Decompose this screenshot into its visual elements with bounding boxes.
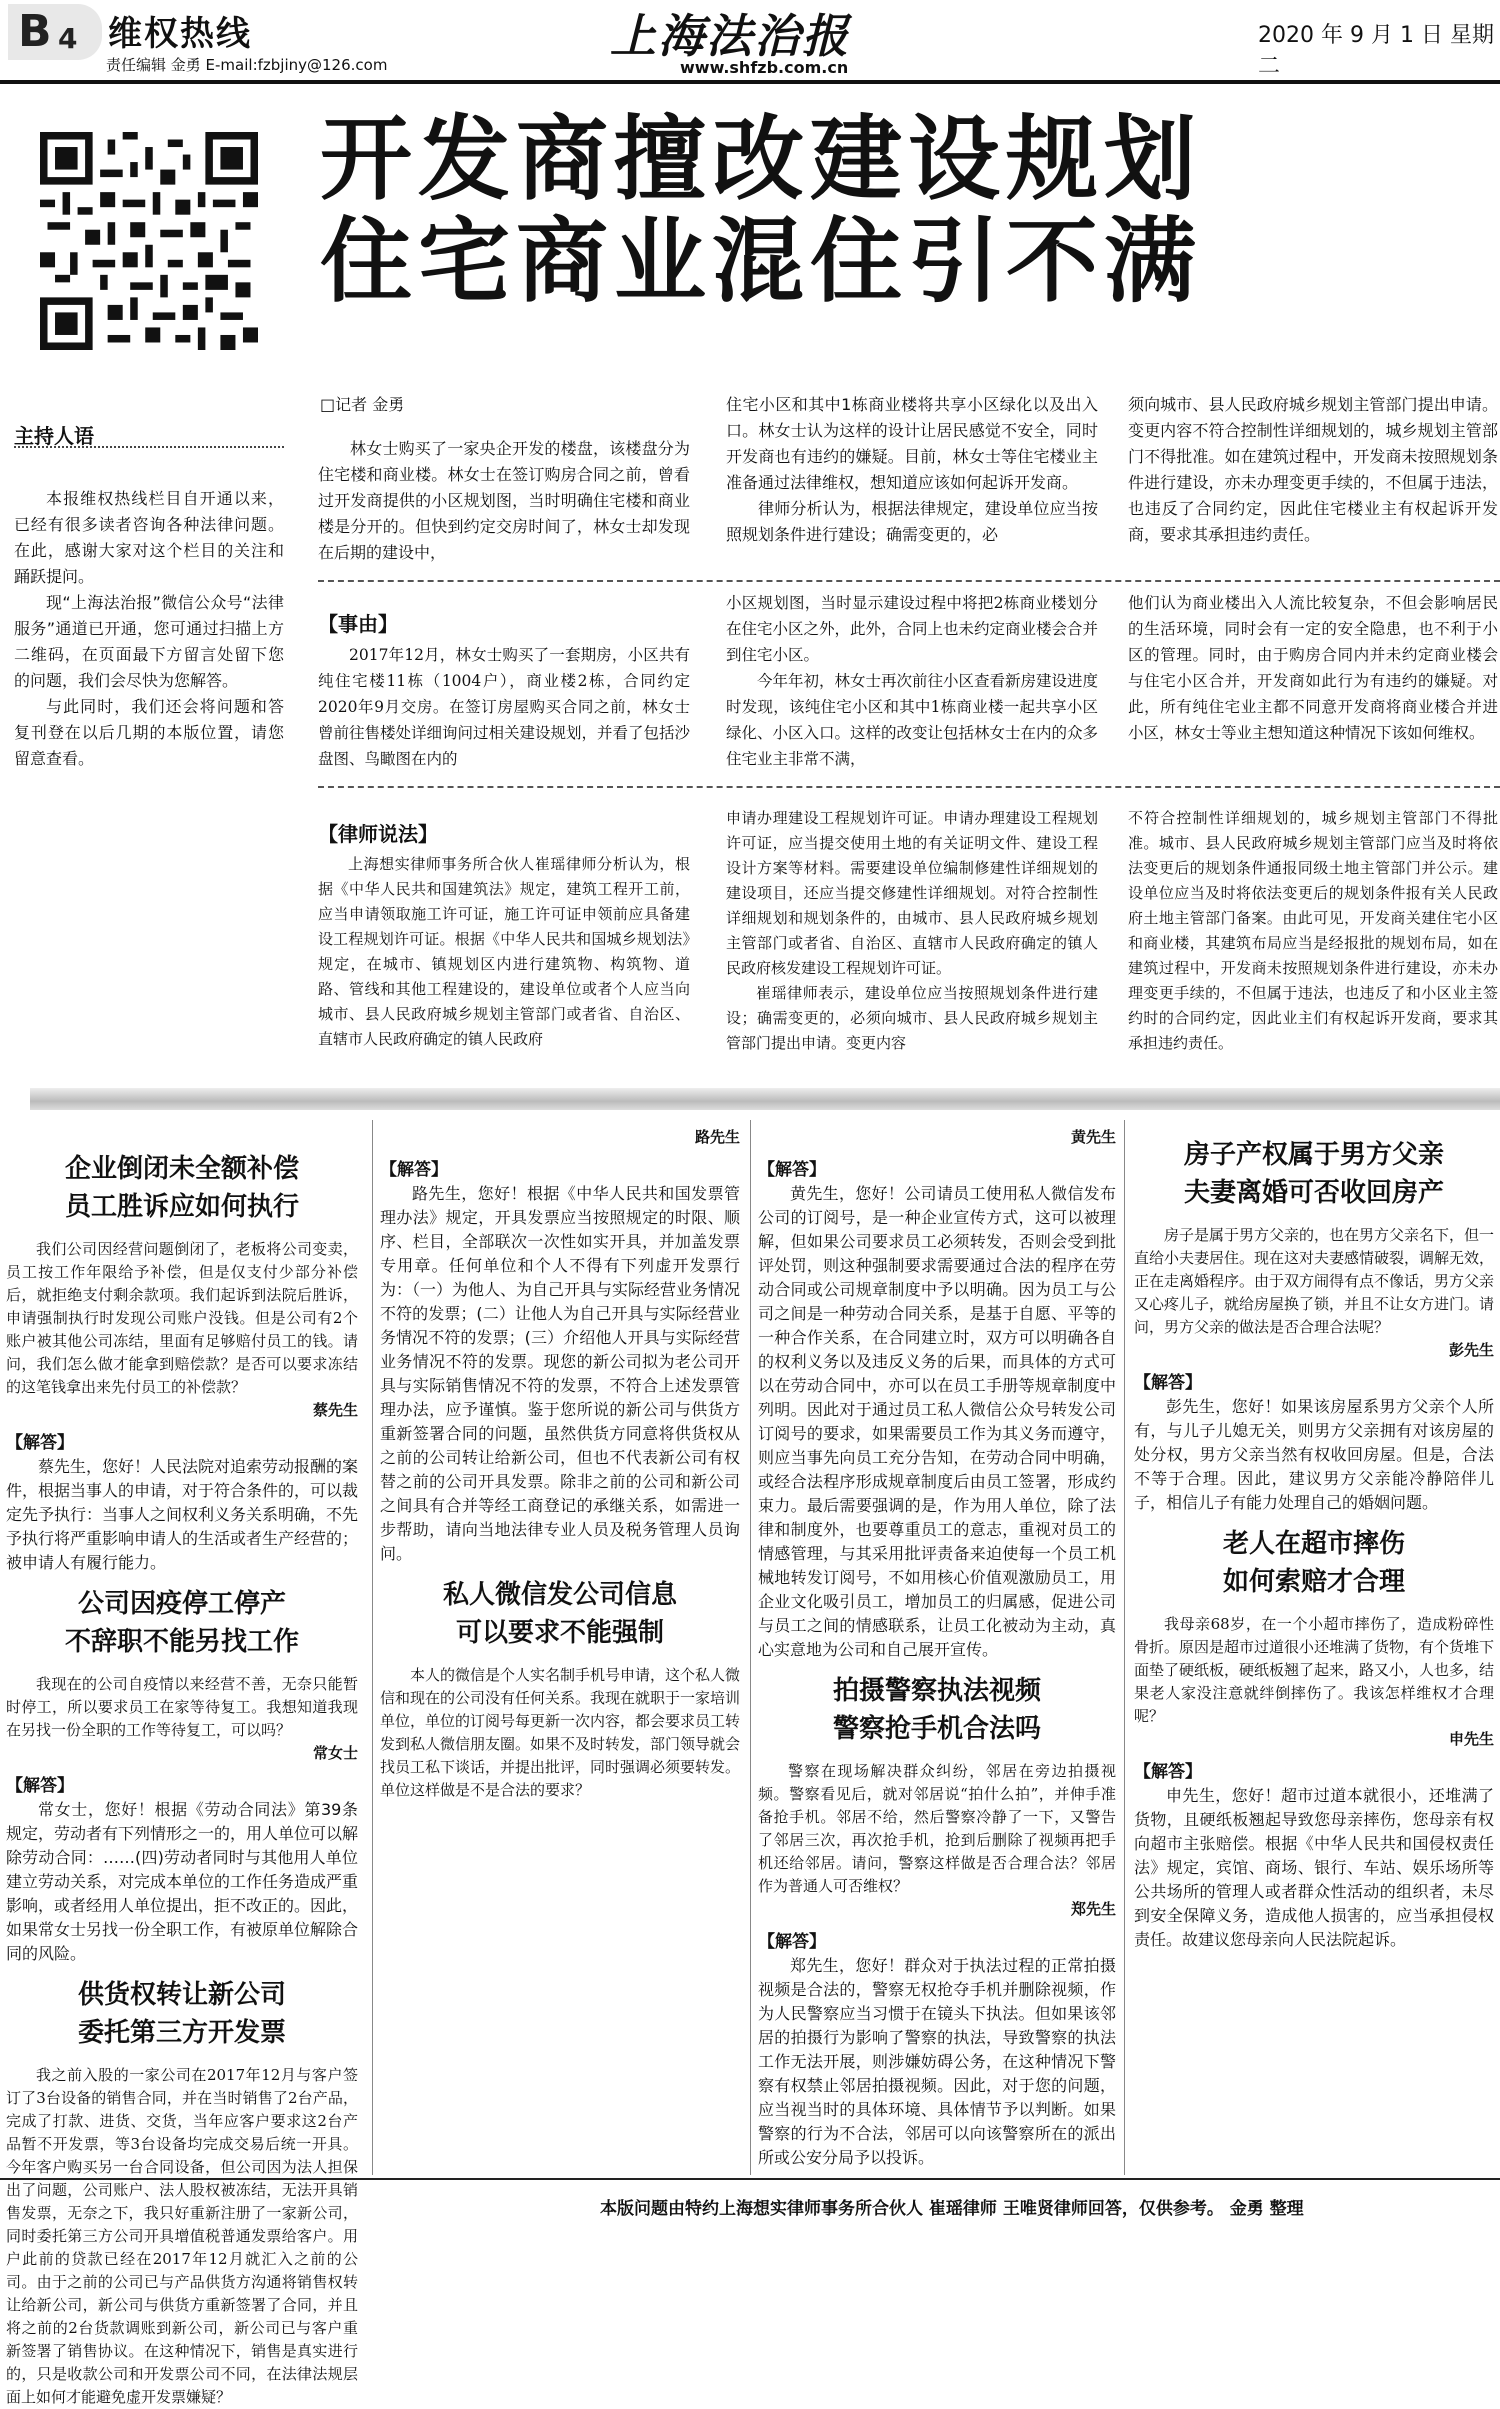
q6-title-line-2: 夫妻离婚可否收回房产	[1183, 1178, 1444, 1208]
q7-question: 我母亲68岁，在一个小超市摔伤了，造成粉碎性骨折。原因是超市过道很小还堆满了货物，有个货堆下面垫了硬纸板，硬纸板翘了起来，路又小，人也多，结果老人家没注意就绊倒摔伤了。我该怎样维权才合理呢？	[1134, 1615, 1495, 1725]
column-name: 维权热线	[108, 14, 252, 54]
q3-signature: 路先生	[694, 1128, 740, 1146]
q3-title-line-2: 委托第三方开发票	[77, 2018, 286, 2048]
page-number-badge	[8, 4, 102, 60]
headline-line-1: 开发商擅改建设规划	[320, 106, 1203, 213]
column-rule	[1124, 1120, 1125, 2175]
answer-tag: 【解答】	[1134, 1762, 1202, 1782]
q5-question: 警察在现场解决群众纠纷，邻居在旁边拍摄视频。警察看见后，就对邻居说“拍什么拍”，并伸手准备抢手机。邻居不给，然后警察冷静了一下，又警告了邻居三次，再次抢手机，抢到后删除了视频再把手机还给邻居。请问，警察这样做是否合理合法？邻居作为普通人可否维权？	[758, 1762, 1116, 1895]
q6-title-line-1: 房子产权属于男方父亲	[1183, 1140, 1444, 1170]
host-para-2: 现“上海法治报”微信公众号“法律服务”通道已开通，您可通过扫描上方二维码，在页面最下方留言处留下您的问题，我们会尽快为您解答。	[14, 593, 284, 690]
q4-signature: 黄先生	[1070, 1128, 1116, 1146]
section-title-lawyer: 【律师说法】	[318, 822, 438, 846]
q1-signature: 蔡先生	[312, 1401, 358, 1419]
cause-col-2	[726, 590, 1098, 780]
lead-text-2: 住宅小区和其中1栋商业楼将共享小区绿化以及出入口。林女士认为这样的设计让居民感觉不安全，同时开发商也有违约的嫌疑。目前，林女士等住宅楼业主准备通过法律维权，想知道应该如何起诉开发商。	[726, 395, 1098, 492]
cause-col-1	[318, 642, 690, 772]
qa-column-2	[380, 1126, 740, 2176]
column-rule	[372, 1120, 373, 2175]
q4-title-line-2: 可以要求不能强制	[455, 1618, 664, 1648]
q6-signature: 彭先生	[1448, 1341, 1494, 1359]
answer-tag: 【解答】	[380, 1160, 448, 1180]
page-number: 4	[58, 22, 78, 55]
cause-text-2b: 今年年初，林女士再次前往小区查看新房建设进度时发现，该纯住宅小区和其中1栋商业楼一起共享小区绿化、小区入口。这样的改变让包括林女士在内的众多住宅业主非常不满，	[726, 672, 1099, 768]
answer-tag: 【解答】	[758, 1932, 826, 1952]
separator-band	[30, 1088, 1500, 1110]
page-letter: B	[18, 6, 52, 57]
qa-column-4	[1134, 1126, 1494, 2176]
lawyer-text-2b: 崔瑶律师表示，建设单位应当按照规划条件进行建设；确需变更的，必须向城市、县人民政府城乡规划主管部门提出申请。变更内容	[726, 984, 1098, 1052]
q3-title	[6, 1976, 358, 2052]
cause-col-3	[1128, 590, 1498, 780]
q5-signature: 郑先生	[1070, 1900, 1116, 1918]
issue-date: 2020 年 9 月 1 日 星期二	[1258, 23, 1494, 79]
section-divider-2	[318, 786, 1500, 788]
section-title-cause: 【事由】	[318, 612, 398, 636]
q2-title-line-2: 不辞职不能另找工作	[64, 1627, 299, 1657]
website-url[interactable]: www.shfzb.com.cn	[680, 58, 849, 77]
host-divider	[14, 446, 284, 448]
answer-tag: 【解答】	[6, 1433, 74, 1453]
masthead-logo: 上海法治报	[610, 9, 850, 63]
answer-tag: 【解答】	[1134, 1373, 1202, 1393]
q7-answer: 申先生，您好！超市过道本就很小，还堆满了货物，且硬纸板翘起导致您母亲摔伤，您母亲有权向超市主张赔偿。根据《中华人民共和国侵权责任法》规定，宾馆、商场、银行、车站、娱乐场所等公共场所的管理人或者群众性活动的组织者，未尽到安全保障义务，造成他人损害的，应当承担侵权责任。故建议您母亲向人民法院起诉。	[1134, 1786, 1494, 1949]
q2-title-line-1: 公司因疫停工停产	[77, 1589, 286, 1619]
q7-signature: 申先生	[1448, 1730, 1494, 1748]
q3-answer: 路先生，您好！根据《中华人民共和国发票管理办法》规定，开具发票应当按照规定的时限、顺序、栏目，全部联次一次性如实开具，并加盖发票专用章。任何单位和个人不得有下列虚开发票行为：（一）为他人、为自己开具与实际经营业务情况不符的发票；(二）让他人为自己开具与实际经营业务情况不符的发票；(三）介绍他人开具与实际经营业务情况不符的发票。现您的新公司拟为老公司开具与实际销售情况不符的发票，不符合上述发票管理办法，应予谨慎。鉴于您所说的新公司与供货方重新签署合同的问题，虽然供货方同意将供货权从之前的公司转让给新公司，但也不代表新公司有权替之前的公司开具发票。除非之前的公司和新公司之间具有合并等经工商登记的承继关系，如需进一步帮助，请向当地法律专业人员及税务管理人员询问。	[380, 1184, 741, 1563]
footer-credit: 本版问题由特约上海想实律师事务所合伙人 崔瑶律师 王唯贤律师回答，仅供参考。 金勇 整理	[600, 2199, 1304, 2219]
q6-title	[1134, 1136, 1494, 1212]
lead-col-1	[318, 436, 690, 566]
qr-code-icon[interactable]	[40, 132, 258, 350]
qa-column-1	[6, 1140, 359, 2406]
q3-question-start: 我之前入股的一家公司在2017年12月与客户签订了3台设备的销售合同，并在当时销售了2台产品，完成了打款、进货、交货，当年应客户要求这2台产品暂不开发票，等3台设备均完成交易后统一开具。今年客户购买另一台合同设备，但公司因为法人担保出了问题，公司账户、法人股权被冻结，无法开具销售发票，无奈之下，我只好重新注册了一家新公司，同时委托第三方公司开具增值税普通发票给客户。用户此前的贷款已经在2017年12月就汇入之前的公司。由于之前的公司已与产品供货方沟通将销售权转让给新公司，新公司与供货方重新签署了合同，并且将之前的2台货款调账到新公司，新公司已与客户重新签署了销售协议。在这种情况下，销售是真实进行的，只是收款公司和开发票公司不同，在法律法规层面上如何才能避免虚开发票嫌疑？	[6, 2066, 358, 2406]
lawyer-col-3	[1128, 806, 1498, 1060]
qa-column-3	[758, 1126, 1116, 2176]
q4-answer: 黄先生，您好！公司请员工使用私人微信发布公司的订阅号，是一种企业宣传方式，这可以被理解，但如果公司要求员工必须转发，否则会受到批评处罚，则这种强制要求需要通过合法的程序在劳动合同或公司规章制度中予以明确。因为员工与公司之间是一种劳动合同关系，是基于自愿、平等的一种合作关系，在合同建立时，双方可以明确各自的权利义务以及违反义务的后果，而具体的方式可以在劳动合同中，亦可以在员工手册等规章制度中列明。因此对于通过员工私人微信公众号转发公司订阅号的要求，如果需要员工作为其义务而遵守，则应当事先向员工充分告知，在劳动合同中明确，或经合法程序形成规章制度后由员工签署，形成约束力。最后需要强调的是，作为用人单位，除了法律和制度外，也要尊重员工的意志，重视对员工的情感管理，与其采用批评责备来迫使每一个员工机械地转发订阅号，不如用核心价值观激励员工，用企业文化吸引员工，增加员工的归属感，促进公司与员工之间的情感联系，让员工化被动为主动，真心实意地为公司和自己展开宣传。	[758, 1184, 1116, 1659]
lead-col-2	[726, 392, 1098, 572]
column-rule	[750, 1120, 751, 2175]
host-para-3: 与此同时，我们还会将问题和答复刊登在以后几期的本版位置，请您留意查看。	[14, 697, 284, 768]
q3-title-line-1: 供货权转让新公司	[77, 1980, 286, 2010]
q5-title-line-1: 拍摄警察执法视频	[832, 1676, 1041, 1706]
lawyer-col-2	[726, 806, 1098, 1060]
cause-text-2: 小区规划图，当时显示建设过程中将把2栋商业楼划分在住宅小区之外，此外，合同上也未约定商业楼会合并到住宅小区。	[726, 594, 1099, 664]
q6-question: 房子是属于男方父亲的，也在男方父亲名下，但一直给小夫妻居住。现在这对夫妻感情破裂，调解无效，正在走离婚程序。由于双方闹得有点不像话，男方父亲又心疼儿子，就给房屋换了锁，并且不让女方进门。请问，男方父亲的做法是否合理合法呢？	[1134, 1226, 1495, 1336]
lead-text-3: 须向城市、县人民政府城乡规划主管部门提出申请。变更内容不符合控制性详细规划的，城乡规划主管部门不得批准。如在建筑过程中，开发商未按照规划条件进行建设，亦未办理变更手续的，不但属于违法，也违反了合同约定，因此住宅楼业主有权起诉开发商，要求其承担违约责任。	[1128, 395, 1498, 544]
q5-answer-start: 郑先生，您好！群众对于执法过程的正常拍摄视频是合法的，警察无权抢夺手机并删除视频，作为人民警察应当习惯于在镜头下执法。但如果该邻居的拍摄行为影响了警察的执法，导致警察的执法工作无法开展，则涉嫌妨碍公务，在这种情况下警察有权禁止邻居拍摄视频。因此，对于您的问题，应当视当时的具体环境、具体情节予以判断。如果警察的行为不合法，邻居可以向该警察所在的派出所或公安分局予以投诉。	[758, 1956, 1116, 2167]
lawyer-text-2: 申请办理建设工程规划许可证。申请办理建设工程规划许可证，应当提交使用土地的有关证明文件、建设工程设计方案等材料。需要建设单位编制修建性详细规划的建设项目，还应当提交修建性详细规划。对符合控制性详细规划和规划条件的，由城市、县人民政府城乡规划主管部门或者省、自治区、直辖市人民政府确定的镇人民政府核发建设工程规划许可证。	[726, 809, 1098, 977]
answer-tag: 【解答】	[6, 1776, 74, 1796]
lawyer-col-1	[318, 852, 690, 1058]
lead-text-1: 林女士购买了一家央企开发的楼盘，该楼盘分为住宅楼和商业楼。林女士在签订购房合同之前，曾看过开发商提供的小区规划图，当时明确住宅楼和商业楼是分开的。但快到约定交房时间了，林女士却发现在后期的建设中，	[318, 439, 690, 562]
header-rule	[0, 80, 1500, 84]
lead-col-3	[1128, 392, 1498, 572]
headline-line-2: 住宅商业混住引不满	[320, 208, 1203, 315]
q1-question: 我们公司因经营问题倒闭了，老板将公司变卖，员工按工作年限给予补偿，但是仅支付少部分补偿后，就拒绝支付剩余款项。我们起诉到法院后胜诉，申请强制执行时发现公司账户没钱。但是公司有2个账户被其他公司冻结，里面有足够赔付员工的钱。请问，我们怎么做才能拿到赔偿款？是否可以要求冻结的这笔钱拿出来先付员工的补偿款？	[6, 1240, 358, 1396]
cause-text-3: 他们认为商业楼出入人流比较复杂，不但会影响居民的生活环境，同时会有一定的安全隐患，也不利于小区的管理。同时，由于购房合同内并未约定商业楼会与住宅小区合并，开发商如此行为有违约的嫌疑。对此，所有纯住宅业主都不同意开发商将商业楼合并进小区，林女士等业主想知道这种情况下该如何维权。	[1128, 594, 1498, 742]
q6-answer: 彭先生，您好！如果该房屋系男方父亲个人所有，与儿子儿媳无关，则男方父亲拥有对该房屋的处分权，男方父亲当然有权收回房屋。但是，合法不等于合理。因此，建议男方父亲能冷静陪伴儿子，相信儿子有能力处理自己的婚姻问题。	[1134, 1397, 1494, 1512]
q1-title-line-1: 企业倒闭未全额补偿	[64, 1154, 299, 1184]
lawyer-text-1: 上海想实律师事务所合伙人崔瑶律师分析认为，根据《中华人民共和国建筑法》规定，建筑工程开工前，应当申请领取施工许可证，施工许可证申领前应具备建设工程规划许可证。根据《中华人民共和国城乡规划法》规定，在城市、镇规划区内进行建筑物、构筑物、道路、管线和其他工程建设的，建设单位或者个人应当向城市、县人民政府城乡规划主管部门或者省、自治区、直辖市人民政府确定的镇人民政府	[318, 855, 690, 1048]
cause-text-1: 2017年12月，林女士购买了一套期房，小区共有纯住宅楼11栋（1004户），商业楼2栋，合同约定2020年9月交房。在签订房屋购买合同之前，林女士曾前往售楼处详细询问过相关建设规划，并看了包括沙盘图、鸟瞰图在内的	[318, 646, 691, 768]
host-para-1: 本报维权热线栏目自开通以来，已经有很多读者咨询各种法律问题。在此，感谢大家对这个栏目的关注和踊跃提问。	[14, 489, 284, 586]
q7-title-line-1: 老人在超市摔伤	[1222, 1529, 1405, 1559]
q7-title-line-2: 如何索赔才合理	[1222, 1567, 1405, 1597]
q4-title-line-1: 私人微信发公司信息	[442, 1580, 677, 1610]
host-column-body	[14, 486, 284, 786]
q7-title	[1134, 1525, 1494, 1601]
answer-tag: 【解答】	[758, 1160, 826, 1180]
section-divider-1	[318, 580, 1500, 582]
page-footer	[0, 2178, 1500, 2231]
reporter-byline: □记者 金勇	[320, 395, 405, 414]
q4-title	[380, 1576, 740, 1652]
editor-info: 责任编辑 金勇 E-mail:fzbjiny@126.com	[106, 56, 388, 74]
q5-title	[758, 1672, 1116, 1748]
q2-signature: 常女士	[312, 1744, 358, 1762]
q1-title-line-2: 员工胜诉应如何执行	[64, 1192, 299, 1222]
q4-question-start: 本人的微信是个人实名制手机号申请，这个私人微信和现在的公司没有任何关系。我现在就职于一家培训单位，单位的订阅号每更新一次内容，都会要求员工转发到私人微信朋友圈。如果不及时转发，部门领导就会找员工私下谈话，并提出批评，同时强调必须要转发。单位这样做是不是合法的要求？	[380, 1666, 741, 1799]
q2-question: 我现在的公司自疫情以来经营不善，无奈只能暂时停工，所以要求员工在家等待复工。我想知道我现在另找一份全职的工作等待复工，可以吗？	[6, 1675, 358, 1739]
lead-text-2b: 律师分析认为，根据法律规定，建设单位应当按照规划条件进行建设；确需变更的，必	[726, 499, 1098, 544]
q1-answer: 蔡先生，您好！人民法院对追索劳动报酬的案件，根据当事人的申请，对于符合条件的，可以裁定先予执行：当事人之间权利义务关系明确，不先予执行将严重影响申请人的生活或者生产经营的；被申请人有履行能力。	[6, 1457, 359, 1572]
q2-answer: 常女士，您好！根据《劳动合同法》第39条规定，劳动者有下列情形之一的，用人单位可以解除劳动合同：……(四)劳动者同时与其他用人单位建立劳动关系，对完成本单位的工作任务造成严重影响，或者经用人单位提出，拒不改正的。因此，如果常女士另找一份全职工作，有被原单位解除合同的风险。	[6, 1800, 359, 1963]
q1-title	[6, 1150, 358, 1226]
q2-title	[6, 1585, 358, 1661]
lawyer-text-3: 不符合控制性详细规划的，城乡规划主管部门不得批准。城市、县人民政府城乡规划主管部门应当及时将依法变更后的规划条件通报同级土地主管部门并公示。建设单位应当及时将依法变更后的规划条件报有关人民政府土地主管部门备案。由此可见，开发商关建住宅小区和商业楼，其建筑布局应当是经报批的规划布局，如在建筑过程中，开发商未按照规划条件进行建设，亦未办理变更手续的，不但属于违法，也违反了和小区业主签约时的合同约定，因此业主们有权起诉开发商，要求其承担违约责任。	[1128, 809, 1498, 1052]
host-column-title: 主持人语	[14, 424, 94, 448]
q5-title-line-2: 警察抢手机合法吗	[832, 1714, 1041, 1744]
